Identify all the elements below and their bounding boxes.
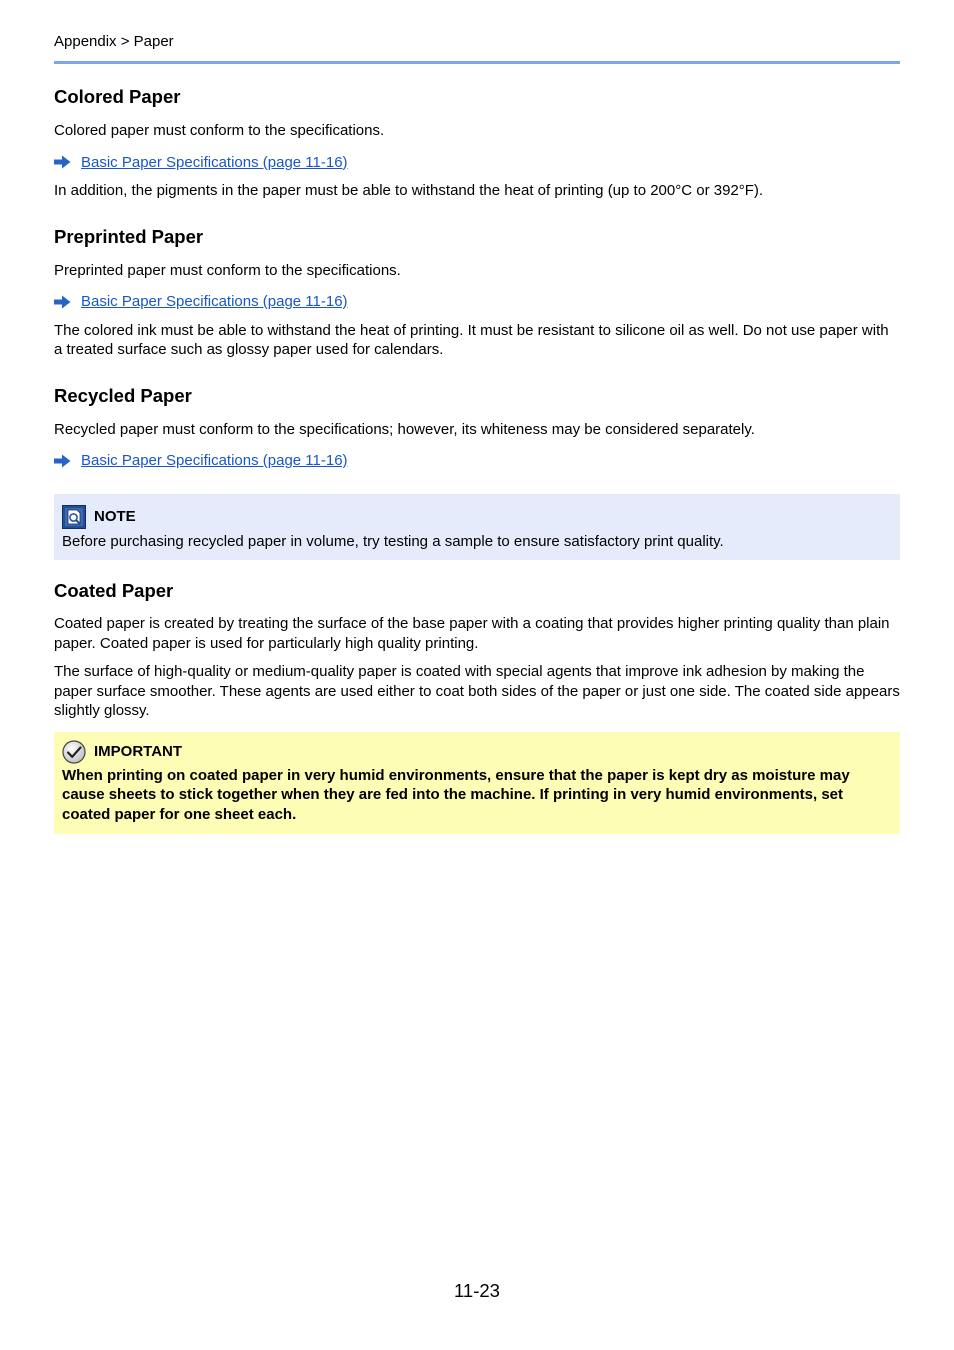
page-number: 11-23 <box>454 1280 500 1301</box>
preprinted-paper-heading: Preprinted Paper <box>54 225 204 247</box>
note-box <box>54 494 900 561</box>
recycled-paper-heading: Recycled Paper <box>54 384 192 406</box>
arrow-right-icon <box>54 454 71 468</box>
basic-paper-specifications-link[interactable]: Basic Paper Specifications (page 11-16) <box>81 293 348 310</box>
coated-paper-para2: The surface of high-quality or medium-quality paper is coated with special agents that improve ink adhesion by making the paper surface smoother. These agents are used either to coat both sides of the paper or just one side. The coated side appears slightly glossy. <box>54 663 900 719</box>
arrow-right-icon <box>54 155 71 169</box>
colored-paper-heading: Colored Paper <box>54 86 181 107</box>
checkmark-circle-icon <box>62 740 86 764</box>
coated-paper-para1: Coated paper is created by treating the surface of the base paper with a coating that provides higher printing quality than plain paper. Coated paper is used for particularly high quality printing. <box>54 615 890 652</box>
basic-paper-specifications-link[interactable]: Basic Paper Specifications (page 11-16) <box>81 153 348 171</box>
note-text: Before purchasing recycled paper in volume, try testing a sample to ensure satisfactory print quality. <box>62 532 724 550</box>
important-text: When printing on coated paper in very humid environments, ensure that the paper is kept dry as moisture may cause sheets to stick together when they are fed into the machine. If printing in very humid environments, set coated paper for one sheet each. <box>62 766 850 823</box>
preprinted-paper-para2: The colored ink must be able to withstand the heat of printing. It must be resistant to silicone oil as well. Do not use paper with a treated surface such as glossy paper used for calendars. <box>54 321 889 358</box>
breadcrumb: Appendix > Paper <box>54 33 174 50</box>
colored-paper-link-row <box>54 153 900 173</box>
preprinted-paper-link-row <box>54 292 900 312</box>
content <box>54 86 900 834</box>
preprinted-paper-para1: Preprinted paper must conform to the specifications. <box>54 261 401 279</box>
note-icon <box>62 505 86 529</box>
basic-paper-specifications-link[interactable]: Basic Paper Specifications (page 11-16) <box>81 452 348 469</box>
header-rule <box>54 61 900 64</box>
arrow-right-icon <box>54 295 71 309</box>
recycled-paper-para1: Recycled paper must conform to the specifications; however, its whiteness may be considered separately. <box>54 420 755 438</box>
colored-paper-para1: Colored paper must conform to the specifications. <box>54 122 385 139</box>
recycled-paper-link-row <box>54 451 900 471</box>
colored-paper-para2: In addition, the pigments in the paper must be able to withstand the heat of printing (up to 200°C or 392°F). <box>54 182 764 199</box>
note-title-row <box>62 505 892 529</box>
important-title-row <box>62 740 892 764</box>
important-title: IMPORTANT <box>94 743 183 760</box>
important-box <box>54 732 900 835</box>
coated-paper-heading: Coated Paper <box>54 580 174 601</box>
note-title: NOTE <box>94 508 136 525</box>
